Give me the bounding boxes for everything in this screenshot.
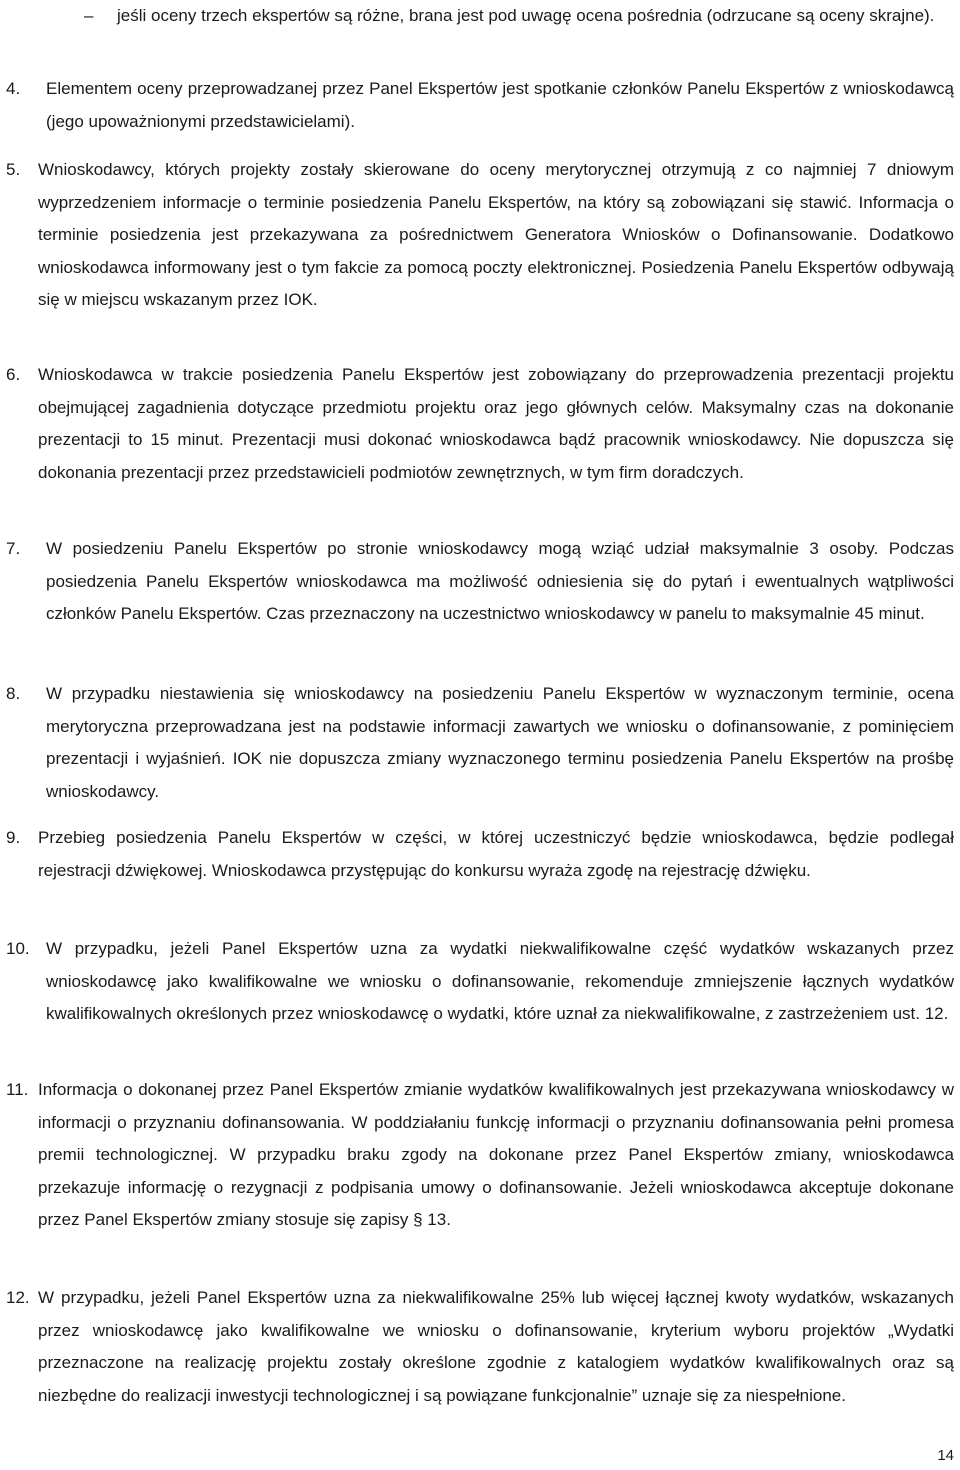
list-item-text: W przypadku, jeżeli Panel Ekspertów uzna za wydatki niekwalifikowalne część wydatków wskazanych przez wnioskodawcę jako kwalifikowalne we wniosku o dofinansowanie, rekomenduje zmniejszenie łącznych wydatków kwalifikowalnych określonych przez wnioskodawcę o wydatki, które uznał za niekwalifikowalne, z zastrzeżeniem ust. 12. (46, 939, 954, 1023)
list-item-text: Przebieg posiedzenia Panelu Ekspertów w części, w której uczestniczyć będzie wnioskodawca, będzie podlegał rejestracji dźwiękowej. Wnioskodawca przystępując do konkursu wyraża zgodę na rejestrację dźwięku. (38, 828, 954, 880)
list-item-text: Wnioskodawcy, których projekty zostały skierowane do oceny merytorycznej otrzymują z co najmniej 7 dniowym wyprzedzeniem informacje o terminie posiedzenia Panelu Ekspertów, na który są zobowiązani się stawić. Informacja o terminie posiedzenia jest przekazywana za pośrednictwem Generatora Wniosków o Dofinansowanie. Dodatkowo wnioskodawca informowany jest o tym fakcie za pomocą poczty elektronicznej. Posiedzenia Panelu Ekspertów odbywają się w miejscu wskazanym przez IOK. (38, 160, 954, 309)
list-item-text: Informacja o dokonanej przez Panel Ekspertów zmianie wydatków kwalifikowalnych jest przekazywana wnioskodawcy w informacji o przyznaniu dofinansowania. W poddziałaniu funkcję informacji o przyznaniu dofinansowania pełni promesa premii technologicznej. W przypadku braku zgody na dokonane przez Panel Ekspertów zmiany, wnioskodawca przekazuje informację o rezygnacji z podpisania umowy o dofinansowanie. Jeżeli wnioskodawca akceptuje dokonane przez Panel Ekspertów zmiany stosuje się zapisy § 13. (38, 1080, 954, 1229)
list-item-text: Elementem oceny przeprowadzanej przez Panel Ekspertów jest spotkanie członków Panelu Ekspertów z wnioskodawcą (jego upoważnionymi przedstawicielami). (46, 79, 954, 131)
list-item-text: W przypadku niestawienia się wnioskodawcy na posiedzeniu Panelu Ekspertów w wyznaczonym terminie, ocena merytoryczna przeprowadzana jest na podstawie informacji zawartych we wniosku o dofinansowanie, z pominięciem prezentacji i wyjaśnień. IOK nie dopuszcza zmiany wyznaczonego terminu posiedzenia Panelu Ekspertów na prośbę wnioskodawcy. (46, 684, 954, 801)
item-number: 6. (6, 365, 21, 384)
item-number: 7. (6, 539, 21, 558)
item-number: 9. (6, 828, 21, 847)
list-item-text: W posiedzeniu Panelu Ekspertów po stronie wnioskodawcy mogą wziąć udział maksymalnie 3 osoby. Podczas posiedzenia Panelu Ekspertów wnioskodawca ma możliwość odniesienia się do pytań i ewentualnych wątpliwości członków Panelu Ekspertów. Czas przeznaczony na uczestnictwo wnioskodawcy w panelu to maksymalnie 45 minut. (46, 539, 954, 623)
item-number: 5. (6, 160, 21, 179)
list-item-text: Wnioskodawca w trakcie posiedzenia Panelu Ekspertów jest zobowiązany do przeprowadzenia prezentacji projektu obejmującej zagadnienia dotyczące przedmiotu projektu oraz jego głównych celów. Maksymalny czas na dokonanie prezentacji to 15 minut. Prezentacji musi dokonać wnioskodawca bądź pracownik wnioskodawcy. Nie dopuszcza się dokonania prezentacji przez przedstawicieli podmiotów zewnętrznych, w tym firm doradczych. (38, 365, 954, 482)
dash-marker: – (84, 6, 94, 25)
item-number: 4. (6, 79, 21, 98)
item-number: 12. (6, 1288, 30, 1307)
item-number: 8. (6, 684, 21, 703)
list-item-text: jeśli oceny trzech ekspertów są różne, brana jest pod uwagę ocena pośrednia (odrzucane są oceny skrajne). (117, 6, 935, 25)
page-number: 14 (937, 1447, 954, 1464)
list-item-text: W przypadku, jeżeli Panel Ekspertów uzna za niekwalifikowalne 25% lub więcej łącznej kwoty wydatków, wskazanych przez wnioskodawcę jako kwalifikowalne we wniosku o dofinansowanie, kryterium wyboru projektów „Wydatki przeznaczone na realizację projektu zostały określone zgodnie z katalogiem wydatków kwalifikowalnych oraz są niezbędne do realizacji inwestycji technologicznej i są powiązane funkcjonalnie” uznaje się za niespełnione. (38, 1288, 954, 1405)
item-number: 10. (6, 939, 30, 958)
item-number: 11. (6, 1080, 29, 1099)
